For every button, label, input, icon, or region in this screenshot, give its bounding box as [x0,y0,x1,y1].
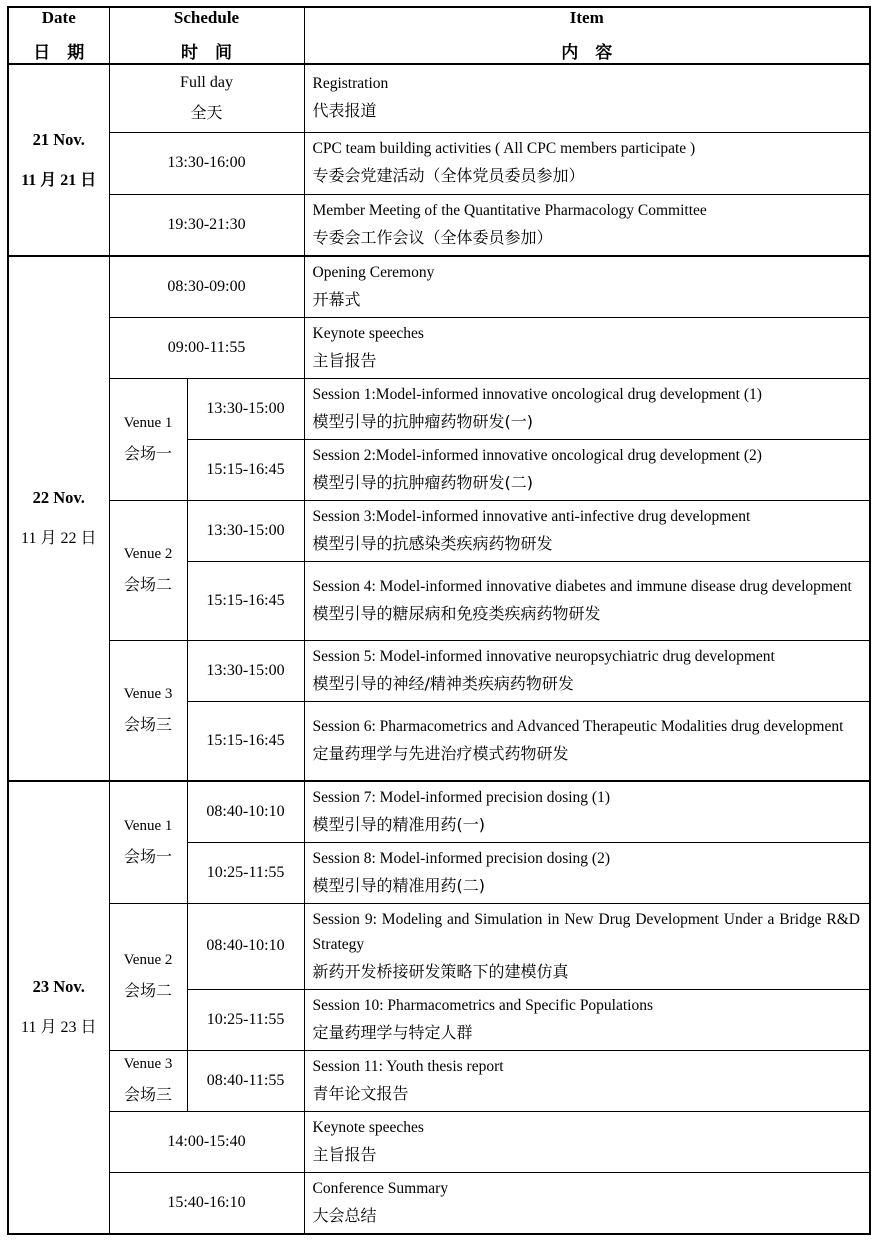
item-cell [304,1172,870,1234]
item-zh: 专委会工作会议（全体委员参加） [312,227,553,247]
time-en: 15:15-16:45 [206,731,285,749]
item-en: Session 1:Model-informed innovative oncological drug development (1) [312,386,762,403]
time-en: 10:25-11:55 [206,1010,285,1028]
time-cell [109,132,304,194]
header-date-en: Date [41,8,76,27]
item-cell [304,989,870,1050]
time-en: 08:40-10:10 [206,802,285,820]
row-day1-member-meeting [8,194,870,256]
row-day2-opening [8,256,870,318]
row-day2-session3 [8,501,870,562]
venue-en: Venue 1 [123,817,173,834]
item-zh: 定量药理学与先进治疗模式药物研发 [312,743,569,763]
item-zh: 大会总结 [312,1205,377,1225]
date-en: 23 Nov. [32,977,85,996]
time-cell [109,194,304,256]
row-day3-summary [8,1172,870,1234]
time-en: 15:40-16:10 [167,1193,246,1211]
date-en: 21 Nov. [32,130,85,149]
time-en: 13:30-15:00 [206,400,285,417]
date-zh: 11 月 22 日 [21,530,97,548]
item-en: Session 4: Model-informed innovative diabetes and immune disease drug development [312,578,852,595]
time-zh: 全天 [190,102,223,122]
item-en: Session 11: Youth thesis report [312,1057,504,1075]
item-cell [304,64,870,132]
item-zh: 模型引导的抗肿瘤药物研发(一) [312,412,533,431]
item-cell [304,1050,870,1111]
row-day1-fullday [8,64,870,132]
row-day2-keynote [8,318,870,379]
row-day3-session11 [8,1050,870,1111]
row-day3-session7 [8,781,870,843]
time-cell [187,562,304,641]
venue-cell-venue2 [109,903,187,1050]
venue-cell-venue3 [109,641,187,781]
time-en: 13:30-16:00 [167,154,246,171]
time-en: 15:15-16:45 [206,461,285,478]
item-cell [304,501,870,562]
item-zh: 模型引导的精准用药(一) [312,814,485,834]
venue-en: Venue 2 [123,546,173,562]
item-zh: 专委会党建活动（全体党员委员参加） [312,166,585,185]
header-schedule-cell [109,7,304,64]
header-date-zh: 日 期 [33,43,85,63]
time-cell [109,318,304,379]
item-en: Session 2:Model-informed innovative oncological drug development (2) [312,447,762,464]
time-cell [187,781,304,843]
time-en: 14:00-15:40 [167,1132,246,1150]
venue-en: Venue 3 [123,1056,173,1072]
item-cell [304,562,870,641]
row-day1-cpc [8,132,870,194]
item-en: Keynote speeches [312,1118,424,1136]
item-en: Session 8: Model-informed precision dosing (2) [312,849,610,867]
item-cell [304,379,870,440]
date-zh: 11 月 21 日 [21,172,97,189]
item-en: CPC team building activities ( All CPC members participate ) [312,140,696,157]
row-day3-session9 [8,903,870,989]
time-cell [187,440,304,501]
item-zh: 新药开发桥接研发策略下的建模仿真 [312,961,569,981]
time-cell [109,1111,304,1172]
time-cell [109,256,304,318]
item-en: Session 10: Pharmacometrics and Specific Populations [312,996,654,1014]
venue-cell-venue1 [109,781,187,904]
venue-cell-venue2 [109,501,187,641]
header-date-cell [8,7,109,64]
venue-cell-venue3 [109,1050,187,1111]
item-zh: 模型引导的神经/精神类疾病药物研发 [312,674,574,693]
time-en: 08:30-09:00 [167,278,246,295]
header-schedule-zh: 时 间 [181,43,232,63]
time-cell [187,702,304,781]
venue-zh: 会场三 [123,1085,172,1104]
time-cell [187,641,304,702]
header-item-cell [304,7,870,64]
time-en: 10:25-11:55 [206,863,285,881]
item-cell [304,702,870,781]
venue-en: Venue 1 [123,415,173,431]
venue-zh: 会场二 [123,981,172,1000]
venue-cell-venue1 [109,379,187,501]
item-cell [304,440,870,501]
time-en: 08:40-10:10 [206,937,285,954]
row-day3-keynote [8,1111,870,1172]
venue-zh: 会场一 [123,444,172,463]
time-cell [109,64,304,132]
item-cell [304,132,870,194]
time-cell [187,842,304,903]
row-day2-session1 [8,379,870,440]
item-zh: 开幕式 [312,290,361,309]
time-cell [187,379,304,440]
time-cell [187,1050,304,1111]
date-zh: 11 月 23 日 [21,1019,97,1036]
item-cell [304,318,870,379]
venue-zh: 会场一 [123,846,172,866]
item-en: Opening Ceremony [312,264,435,281]
item-zh: 模型引导的精准用药(二) [312,875,485,895]
item-en: Session 7: Model-informed precision dosing (1) [312,788,610,806]
date-cell-22nov [8,256,109,781]
item-cell [304,781,870,843]
item-zh: 模型引导的抗肿瘤药物研发(二) [312,473,533,492]
item-zh: 定量药理学与特定人群 [312,1022,473,1042]
item-zh: 模型引导的抗感染类疾病药物研发 [312,534,553,553]
item-en: Session 9: Modeling and Simulation in New Drug Development Under a Bridge R&D Strategy [312,910,860,953]
item-cell [304,903,870,989]
conference-schedule-table [7,6,871,1235]
header-row [8,7,870,64]
item-zh: 模型引导的糖尿病和免疫类疾病药物研发 [312,604,601,623]
time-en: 15:15-16:45 [206,592,285,609]
date-cell-21nov [8,64,109,256]
header-item-en: Item [569,8,604,27]
item-cell [304,194,870,256]
time-en: 19:30-21:30 [167,215,246,233]
item-cell [304,256,870,318]
header-schedule-en: Schedule [173,8,240,27]
date-en: 22 Nov. [32,488,85,508]
item-cell [304,641,870,702]
venue-zh: 会场三 [123,714,172,734]
item-zh: 青年论文报告 [312,1083,409,1103]
item-en: Member Meeting of the Quantitative Pharmacology Committee [312,201,707,219]
item-en: Keynote speeches [312,325,424,342]
time-cell [187,501,304,562]
row-day2-session5 [8,641,870,702]
item-en: Session 3:Model-informed innovative anti-infective drug development [312,508,751,525]
venue-en: Venue 2 [123,952,173,968]
item-zh: 代表报道 [312,101,377,121]
item-en: Session 6: Pharmacometrics and Advanced Therapeutic Modalities drug development [312,717,844,735]
time-en: Full day [180,73,233,91]
time-cell [187,903,304,989]
item-en: Conference Summary [312,1179,449,1197]
item-cell [304,842,870,903]
time-en: 13:30-15:00 [206,522,285,539]
venue-zh: 会场二 [123,575,172,594]
header-item-zh: 内 容 [561,43,613,63]
time-cell [109,1172,304,1234]
item-zh: 主旨报告 [312,1144,377,1164]
item-en: Session 5: Model-informed innovative neuropsychiatric drug development [312,648,775,665]
item-cell [304,1111,870,1172]
item-zh: 主旨报告 [312,351,377,370]
time-en: 13:30-15:00 [206,662,285,679]
time-cell [187,989,304,1050]
date-cell-23nov [8,781,109,1234]
time-en: 08:40-11:55 [206,1071,285,1089]
venue-en: Venue 3 [123,685,173,702]
time-en: 09:00-11:55 [167,339,246,356]
item-en: Registration [312,75,389,93]
